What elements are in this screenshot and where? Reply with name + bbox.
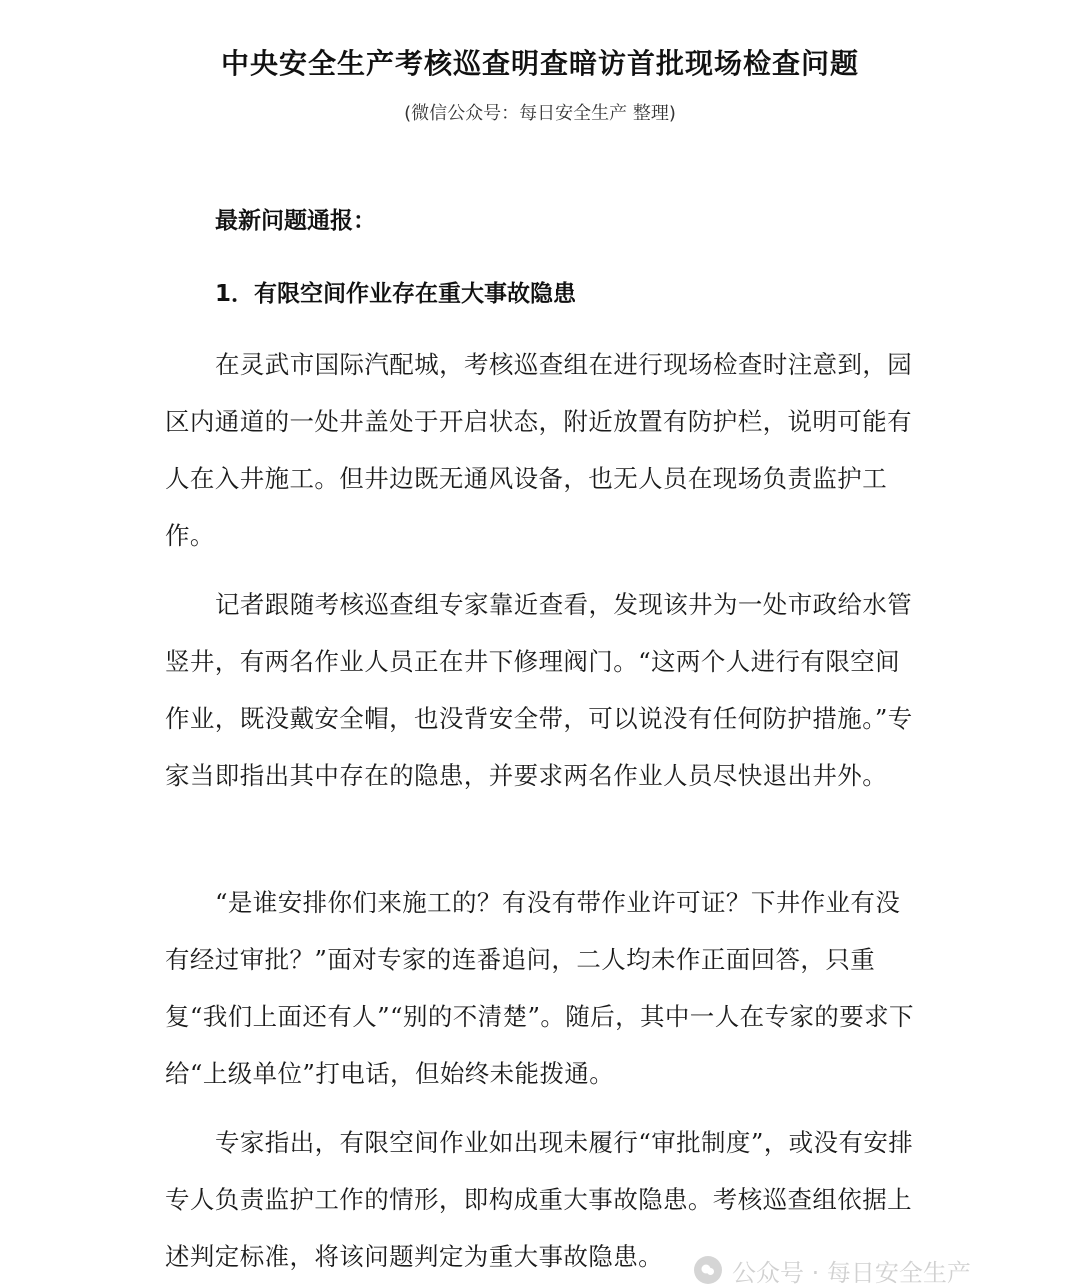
wechat-account-icon xyxy=(694,1256,722,1284)
item-heading: 1．有限空间作业存在重大事故隐患 xyxy=(215,281,577,307)
document-title: 中央安全生产考核巡查明查暗访首批现场检查问题 xyxy=(220,47,859,80)
paragraph-1: 在灵武市国际汽配城，考核巡查组在进行现场检查时注意到，园区内通道的一处井盖处于开启状态，附近放置有防护栏，说明可能有人在入井施工。但井边既无通风设备，也无人员在现场负责监护工作。 xyxy=(165,350,913,550)
paragraph-4: 专家指出，有限空间作业如出现未履行“审批制度”，或没有安排专人负责监护工作的情形，即构成重大事故隐患。考核巡查组依据上述判定标准，将该问题判定为重大事故隐患。 xyxy=(165,1128,914,1271)
watermark-text: 公众号 · 每日安全生产 xyxy=(732,1258,971,1287)
paragraph-3: “是谁安排你们来施工的？有没有带作业许可证？下井作业有没有经过审批？”面对专家的连番追问，二人均未作正面回答，只重复“我们上面还有人”“别的不清楚”。随后，其中一人在专家的要求下给“上级单位”打电话，但始终未能拨通。 xyxy=(165,888,914,1088)
paragraph-2: 记者跟随考核巡查组专家靠近查看，发现该井为一处市政给水管竖井，有两名作业人员正在井下修理阀门。“这两个人进行有限空间作业，既没戴安全帽，也没背安全带，可以说没有任何防护措施。”专家当即指出其中存在的隐患，并要求两名作业人员尽快退出井外。 xyxy=(165,590,913,790)
section-heading: 最新问题通报： xyxy=(215,208,376,234)
document-subtitle: (微信公众号：每日安全生产 整理) xyxy=(404,103,676,124)
watermark xyxy=(694,1255,971,1285)
